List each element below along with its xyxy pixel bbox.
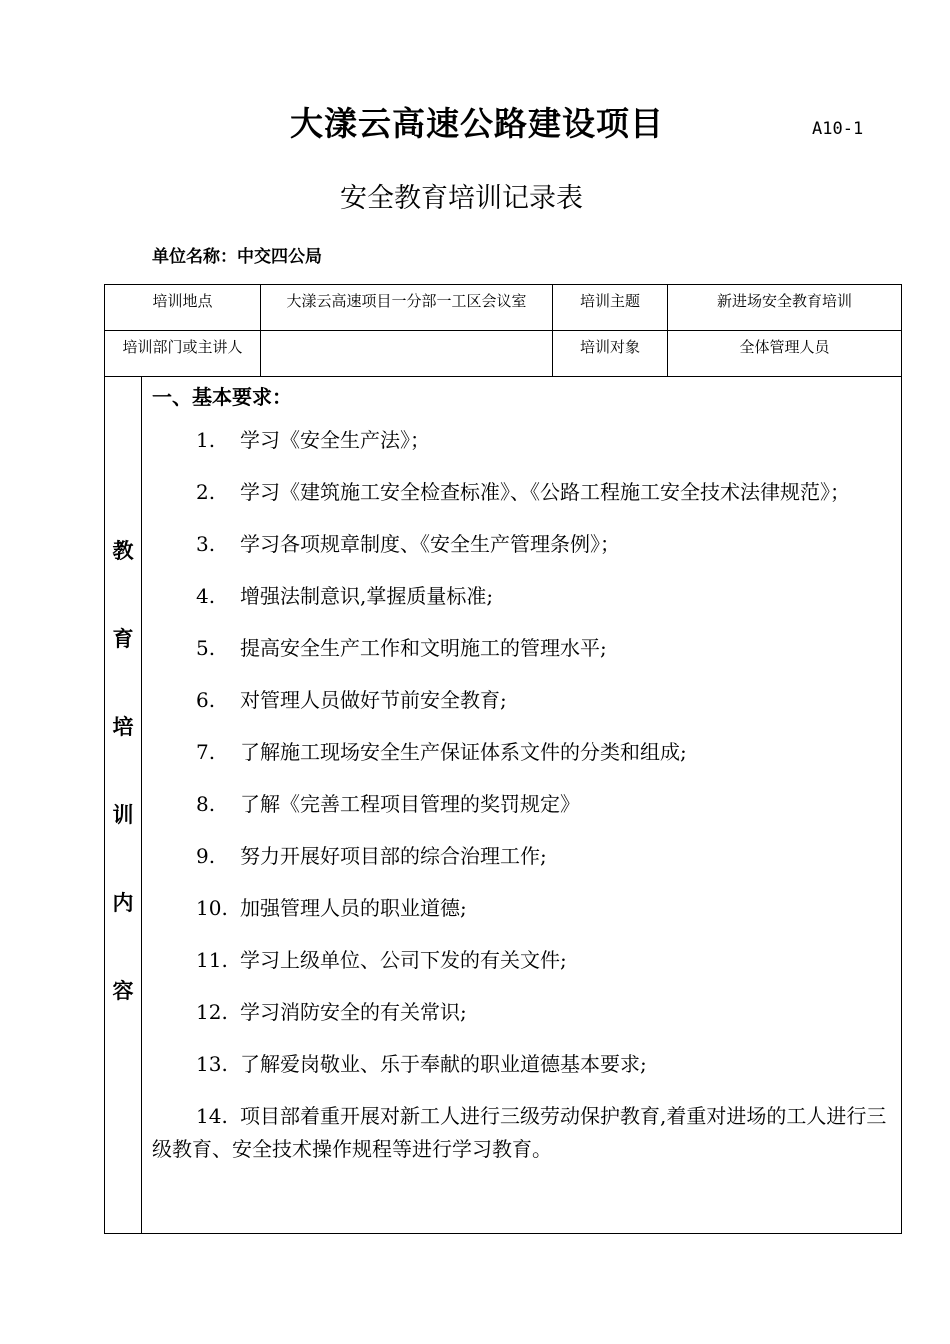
item-text: 学习上级单位、公司下发的有关文件; <box>240 948 567 972</box>
item-text: 提高安全生产工作和文明施工的管理水平; <box>240 636 607 660</box>
table-row <box>105 331 902 377</box>
list-item <box>152 528 891 561</box>
audience-label: 培训对象 <box>553 331 668 377</box>
lecturer-label: 培训部门或主讲人 <box>105 331 261 377</box>
content-side-label <box>105 377 142 1234</box>
item-number: 12. <box>196 1000 228 1024</box>
list-item <box>152 580 891 613</box>
list-item <box>152 684 891 717</box>
item-text: 了解爱岗敬业、乐于奉献的职业道德基本要求; <box>240 1052 647 1076</box>
list-item <box>152 1048 891 1081</box>
item-number: 5. <box>196 636 216 660</box>
item-number: 2. <box>196 480 216 504</box>
item-number: 10. <box>196 896 228 920</box>
lecturer-value <box>261 331 553 377</box>
side-label-char: 内 <box>112 891 134 915</box>
item-text: 对管理人员做好节前安全教育; <box>240 688 507 712</box>
location-value: 大漾云高速项目一分部一工区会议室 <box>261 285 553 331</box>
item-number: 4. <box>196 584 216 608</box>
item-text: 学习《建筑施工安全检查标准》、《公路工程施工安全技术法律规范》； <box>240 480 850 504</box>
audience-value: 全体管理人员 <box>668 331 902 377</box>
location-label: 培训地点 <box>105 285 261 331</box>
list-item <box>152 892 891 925</box>
item-text: 了解《完善工程项目管理的奖罚规定》 <box>240 792 580 816</box>
form-subtitle: 安全教育培训记录表 <box>340 183 583 214</box>
list-item <box>152 840 891 873</box>
list-item <box>152 424 891 457</box>
list-item <box>152 944 891 977</box>
item-number: 6. <box>196 688 216 712</box>
unit-name: 单位名称：中交四公局 <box>152 247 322 267</box>
item-number: 3. <box>196 532 216 556</box>
item-text: 了解施工现场安全生产保证体系文件的分类和组成; <box>240 740 687 764</box>
item-number: 7. <box>196 740 216 764</box>
topic-label: 培训主题 <box>553 285 668 331</box>
form-code: A10-1 <box>812 119 864 139</box>
item-number: 9. <box>196 844 216 868</box>
training-content <box>142 377 902 1234</box>
item-text: 努力开展好项目部的综合治理工作; <box>240 844 547 868</box>
item-text: 增强法制意识,掌握质量标准; <box>240 584 494 608</box>
list-item <box>152 1100 891 1166</box>
list-item <box>152 736 891 769</box>
side-label-char: 培 <box>112 715 134 739</box>
item-number: 1. <box>196 428 216 452</box>
side-label-char: 教 <box>112 539 134 563</box>
item-number: 14. <box>196 1104 228 1128</box>
item-number: 11. <box>196 948 228 972</box>
item-number: 13. <box>196 1052 228 1076</box>
list-item <box>152 476 891 509</box>
section-heading: 一、基本要求： <box>152 385 292 409</box>
item-text: 学习《安全生产法》； <box>240 428 430 452</box>
list-item <box>152 788 891 821</box>
document-title: 大漾云高速公路建设项目 <box>290 104 664 143</box>
item-text: 学习各项规章制度、《安全生产管理条例》； <box>240 532 620 556</box>
item-number: 8. <box>196 792 216 816</box>
list-item <box>152 632 891 665</box>
side-label-char: 训 <box>112 803 134 827</box>
table-row <box>105 377 902 1234</box>
item-text: 加强管理人员的职业道德; <box>240 896 467 920</box>
topic-value: 新进场安全教育培训 <box>668 285 902 331</box>
item-text: 项目部着重开展对新工人进行三级劳动保护教育,着重对进场的工人进行三级教育、安全技术操作规程等进行学习教育。 <box>152 1104 887 1161</box>
requirements-list <box>152 424 891 1166</box>
training-record-table <box>104 284 902 1234</box>
side-label-char: 容 <box>112 979 134 1003</box>
list-item <box>152 996 891 1029</box>
side-label-char: 育 <box>112 627 134 651</box>
table-row <box>105 285 902 331</box>
item-text: 学习消防安全的有关常识; <box>240 1000 467 1024</box>
